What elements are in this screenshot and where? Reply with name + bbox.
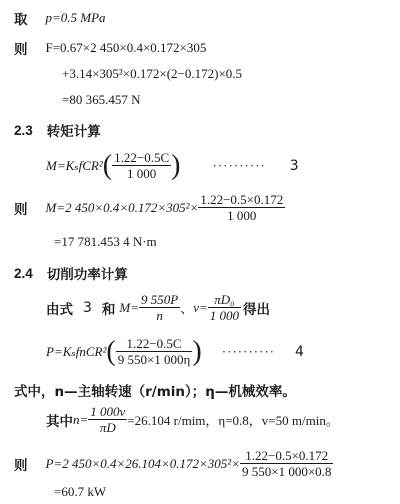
torque-label: 则: [14, 201, 28, 218]
among-rest: =26.104 r/mim，η=0.8，v=50 m/min。: [127, 413, 339, 428]
eq3-denominator: 1 000: [126, 166, 157, 181]
from-suffix: 得出: [243, 301, 271, 318]
m-fraction: [139, 292, 180, 323]
power-denominator: 9 550×1 000×0.8: [241, 464, 332, 479]
torque-denominator: 1 000: [227, 208, 257, 223]
power-lhs: P=2 450×0.4×26.104×0.172×305²×: [45, 455, 240, 471]
n-fraction: [88, 404, 127, 435]
eq3-lhs: M=KₛfCR²: [46, 157, 103, 173]
section-2-3-title: 转矩计算: [46, 124, 101, 140]
n-lhs: n=: [73, 411, 89, 427]
eq4-tag: 4: [294, 343, 304, 360]
from-and: 和: [101, 301, 116, 318]
section-2-4-title: 切削功率计算: [46, 267, 128, 283]
among-line: [46, 404, 339, 435]
torque-line: [14, 192, 285, 223]
eq3-fraction: [112, 150, 171, 181]
take-line: [14, 8, 106, 28]
n-numerator: 1 000v: [90, 404, 126, 419]
take-label: 取: [14, 12, 28, 28]
section-2-3-number: 2.3: [14, 122, 33, 138]
m-numerator: 9 550P: [141, 292, 179, 307]
m-denominator: n: [156, 308, 163, 323]
right-paren: ): [192, 335, 202, 367]
eq4-numerator: 1.22−0.5C: [116, 336, 193, 352]
eq4-denominator: 9 550×1 000η: [117, 352, 191, 367]
from-sep: 、: [180, 301, 194, 316]
v-fraction: [208, 292, 241, 323]
eq4-fraction: [116, 336, 193, 367]
force-expr-2: +3.14×305²×0.172×(2−0.172)×0.5: [62, 66, 243, 81]
power-numerator: 1.22−0.5×0.172: [240, 448, 333, 464]
m-lhs: M=: [119, 299, 140, 315]
equation-3: [46, 150, 299, 181]
v-denominator: 1 000: [209, 308, 240, 323]
power-line: [14, 448, 333, 479]
torque-lhs: M=2 450×0.4×0.172×305²×: [45, 199, 199, 215]
section-2-3-heading: [14, 120, 101, 140]
force-result: =80 365.457 N: [62, 92, 141, 107]
where-line: 式中，n—主轴转速（r/min）；η—机械效率。: [14, 384, 296, 400]
from-tag: 3: [83, 299, 92, 316]
torque-numerator: 1.22−0.5×0.172: [200, 192, 284, 207]
left-paren: (: [102, 149, 113, 181]
section-2-4-number: 2.4: [14, 265, 33, 281]
torque-fraction: [198, 192, 285, 223]
eq4-dots: ··········: [221, 343, 275, 359]
eq3-numerator: 1.22−0.5C: [114, 150, 170, 165]
from-prefix: 由式: [46, 301, 73, 318]
equation-4: [46, 336, 304, 367]
power-label: 则: [14, 457, 28, 474]
section-2-4-heading: [14, 263, 128, 283]
force-label: 则: [14, 42, 28, 58]
v-lhs: v=: [193, 299, 208, 315]
take-expr: p=0.5 MPa: [45, 10, 106, 25]
left-paren: (: [106, 335, 116, 367]
eq4-lhs: P=KₛfnCR²: [46, 343, 107, 359]
v-numerator: πD₀: [208, 292, 241, 308]
right-paren: ): [171, 149, 181, 181]
power-fraction: [240, 448, 333, 479]
eq3-tag: 3: [289, 157, 299, 174]
derivation-line: [46, 292, 270, 323]
torque-result: =17 781.453 4 N·m: [54, 234, 157, 249]
force-line-1: [14, 38, 206, 58]
among-prefix: 其中: [46, 413, 73, 430]
power-result: =60.7 kW: [54, 484, 107, 499]
n-denominator: πD: [99, 420, 116, 435]
eq3-dots: ··········: [212, 157, 266, 173]
force-expr-1: F=0.67×2 450×0.4×0.172×305: [45, 40, 207, 55]
